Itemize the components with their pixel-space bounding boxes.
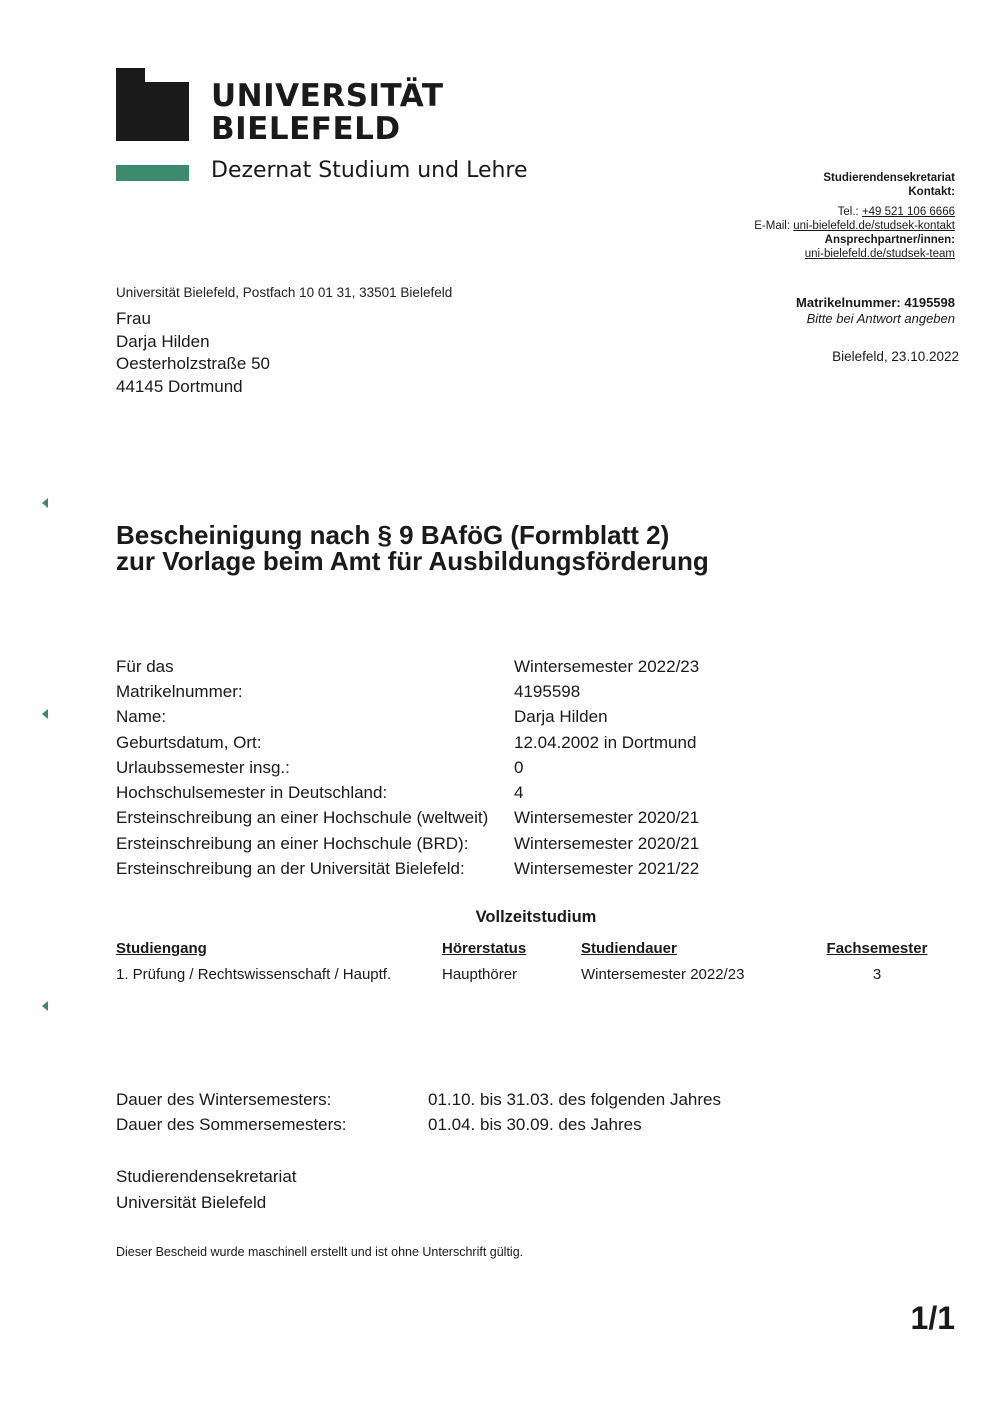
info-row — [116, 856, 814, 881]
duration-row — [116, 1113, 721, 1139]
phone-label: Tel.: — [837, 206, 859, 218]
duration-value: 01.10. bis 31.03. des folgenden Jahres — [428, 1089, 721, 1109]
duration-row — [116, 1087, 721, 1113]
column-header: Fachsemester — [826, 939, 928, 957]
partners-label: Ansprechpartner/innen: — [824, 234, 955, 246]
fold-marker-icon — [42, 1001, 48, 1011]
phone-line — [754, 205, 955, 219]
info-row — [116, 679, 814, 704]
phone-link[interactable]: +49 521 106 6666 — [861, 206, 955, 218]
semester-durations — [116, 1087, 721, 1138]
reference-block — [796, 295, 955, 327]
fold-marker-icon — [42, 709, 48, 719]
info-value: 4 — [514, 783, 524, 803]
university-logo-mark — [116, 68, 189, 141]
info-label: Name: — [116, 707, 167, 727]
email-label: E-Mail: — [754, 220, 791, 232]
duration-value: 01.04. bis 30.09. des Jahres — [428, 1115, 642, 1135]
info-label: Matrikelnummer: — [116, 681, 243, 701]
column-header: Hörerstatus — [442, 939, 527, 957]
signature-line2: Universität Bielefeld — [116, 1192, 267, 1212]
info-row — [116, 780, 814, 805]
letter-date: Bielefeld, 23.10.2022 — [832, 349, 959, 364]
study-table — [116, 935, 928, 987]
university-name — [211, 80, 444, 146]
document-title — [116, 522, 709, 574]
info-value: 12.04.2002 in Dortmund — [514, 732, 697, 752]
recipient-street: Oesterholzstraße 50 — [116, 354, 271, 373]
table-cell: 1. Prüfung / Rechtswissenschaft / Hauptf. — [116, 965, 392, 983]
recipient-city: 44145 Dortmund — [116, 376, 243, 396]
student-info — [116, 654, 814, 882]
fold-marker-icon — [42, 498, 48, 508]
department-name: Dezernat Studium und Lehre — [211, 158, 528, 183]
study-heading: Vollzeitstudium — [475, 908, 597, 926]
table-header-row — [116, 935, 928, 961]
title-line1: Bescheinigung nach § 9 BAföG (Formblatt 2) — [116, 520, 670, 550]
partners-link[interactable]: uni-bielefeld.de/studsek-team — [804, 248, 955, 260]
reference-note: Bitte bei Antwort angeben — [806, 311, 955, 326]
info-value: 4195598 — [514, 681, 581, 701]
info-row — [116, 806, 814, 831]
page-number: 1/1 — [910, 1300, 955, 1336]
university-name-line1: UNIVERSITÄT — [211, 78, 444, 114]
table-cell: Wintersemester 2022/23 — [581, 965, 745, 983]
info-label: Geburtsdatum, Ort: — [116, 732, 262, 752]
info-row — [116, 705, 814, 730]
contact-label: Kontakt: — [908, 186, 955, 198]
recipient-address — [116, 308, 270, 398]
contact-block — [754, 171, 955, 261]
reference-matrikel: Matrikelnummer: 4195598 — [796, 295, 955, 310]
info-label: Hochschulsemester in Deutschland: — [116, 783, 388, 803]
signature-line1: Studierendensekretariat — [116, 1167, 297, 1186]
recipient-name: Darja Hilden — [116, 331, 210, 351]
duration-label: Dauer des Wintersemesters: — [116, 1089, 332, 1109]
info-label: Urlaubssemester insg.: — [116, 757, 290, 777]
info-row — [116, 730, 814, 755]
email-line — [754, 219, 955, 233]
info-value: Wintersemester 2020/21 — [514, 808, 700, 828]
info-value: Wintersemester 2021/22 — [514, 859, 700, 879]
email-link[interactable]: uni-bielefeld.de/studsek-kontakt — [793, 220, 955, 232]
recipient-salutation: Frau — [116, 309, 151, 328]
table-row — [116, 961, 928, 987]
info-row — [116, 654, 814, 679]
info-label: Ersteinschreibung an der Universität Bielefeld: — [116, 859, 465, 879]
column-header: Studiengang — [116, 939, 207, 957]
info-row — [116, 755, 814, 780]
info-value: Darja Hilden — [514, 707, 608, 727]
column-header: Studiendauer — [581, 939, 677, 957]
info-label: Für das — [116, 656, 174, 676]
brand-bar — [116, 165, 189, 181]
info-value: Wintersemester 2020/21 — [514, 833, 700, 853]
table-cell: Haupthörer — [442, 965, 518, 983]
info-label: Ersteinschreibung an einer Hochschule (weltweit) — [116, 808, 489, 828]
info-value: 0 — [514, 757, 524, 777]
info-row — [116, 831, 814, 856]
info-label: Ersteinschreibung an einer Hochschule (BRD): — [116, 833, 469, 853]
title-line2: zur Vorlage beim Amt für Ausbildungsförderung — [116, 546, 709, 576]
table-cell: 3 — [872, 965, 882, 983]
info-value: Wintersemester 2022/23 — [514, 656, 700, 676]
sender-address: Universität Bielefeld, Postfach 10 01 31, 33501 Bielefeld — [116, 285, 453, 300]
signature-block — [116, 1164, 297, 1215]
footer-note: Dieser Bescheid wurde maschinell erstellt und ist ohne Unterschrift gültig. — [116, 1245, 524, 1259]
university-name-line2: BIELEFELD — [211, 111, 401, 147]
office-name: Studierendensekretariat — [823, 172, 955, 184]
duration-label: Dauer des Sommersemesters: — [116, 1115, 347, 1135]
